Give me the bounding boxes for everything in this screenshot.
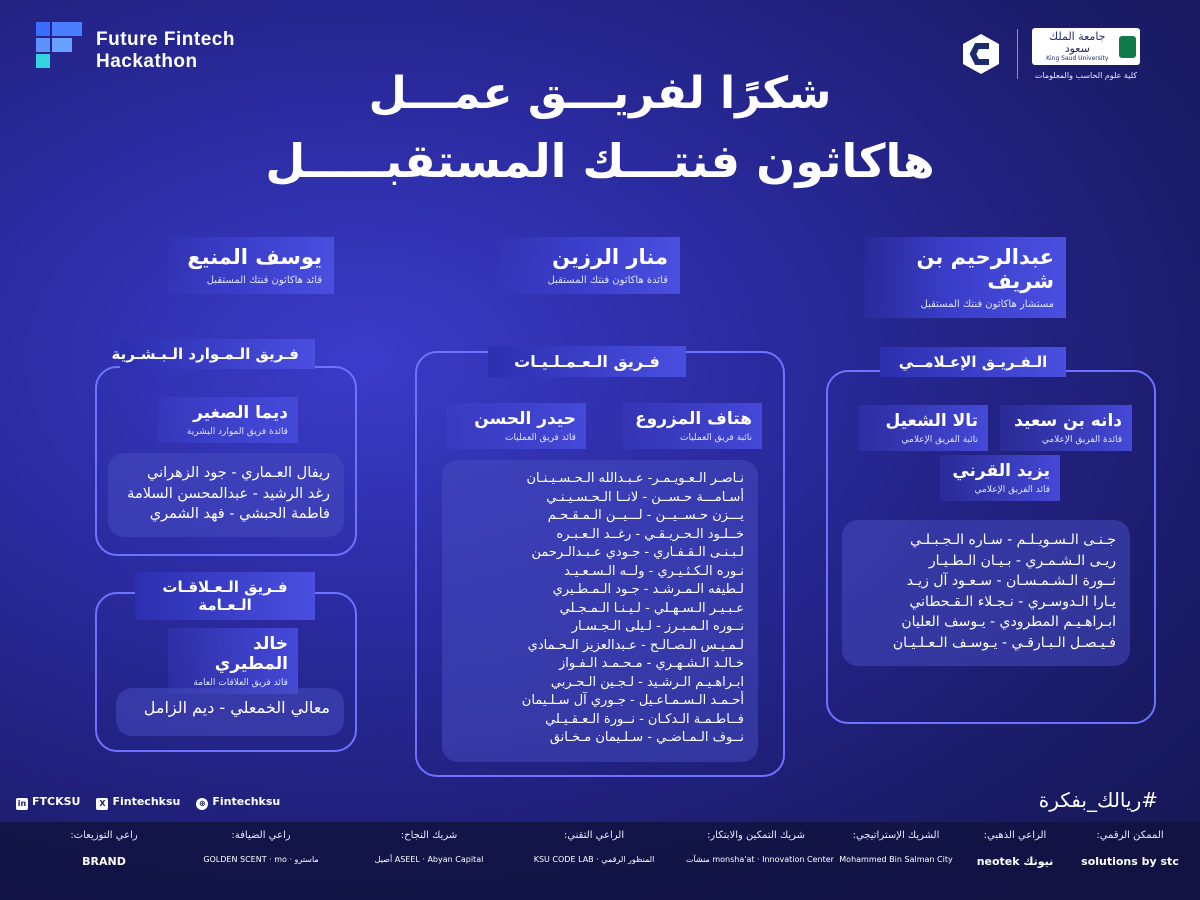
globe-icon: ⊕ [196,798,208,810]
member-name: خالد المطيري [214,634,288,674]
sponsor-label: شريك التمكين والابتكار: [706,830,806,841]
leader-role: قائدة هاكاثون فنتك المستقبل [547,275,668,286]
member-role: قائد فريق العمليات [505,433,576,443]
leader-card-3 [864,237,1066,318]
list-item: نــوف الـمـاضـي - سـلـيمان مـخـانق [549,730,744,745]
member-role: نائبة فريق العمليات [680,433,752,443]
member-name: تالا الشعيل [885,411,978,431]
college-name: كلية علوم الحاسب والمعلومات [1034,71,1138,80]
sponsor-strategic [832,830,960,864]
list-item: نــورة الـشـمـسـان - سـعـود آل زيـد [906,573,1116,589]
sponsor-logo: أصيل ASEEL · Abyan Capital [374,855,484,864]
leader-role: قائد هاكاثون فنتك المستقبل [206,275,322,286]
member-role: قائدة فريق الموارد البشرية [186,427,288,437]
sponsor-tech [505,830,683,864]
ops-team-members [442,460,758,762]
list-item: عـبـيـر الـسـهـلي - لـيـنـا الـمـجـلي [559,600,744,616]
sponsor-gold [965,830,1065,868]
sponsor-success [358,830,500,864]
leader-name: عبدالرحيم بن شريف [916,245,1054,293]
list-item: نـوره الـكـثـيـري - ولــه الـسـعـيـد [564,563,744,579]
web-handle: Fintechksu [212,795,281,808]
member-role: قائد الفريق الإعلامي [974,485,1050,495]
sponsor-label: راعي التوزيعات: [70,830,138,841]
list-item: معالي الخمعلي - ديم الزامل [143,698,330,717]
media-team-lead-1 [858,405,988,451]
list-item: خــلـود الـحـريـقـي - رغــد الـعـبـره [556,526,744,542]
linkedin-icon: in [17,799,27,808]
sponsor-logo: solutions by stc [1081,855,1179,868]
title-line2: هاكاثون فنتـــك المستقبـــــل [265,134,935,188]
list-item: فــاطـمـة الـدكـان - نــورة الـعـقـيـلي [545,711,744,727]
sponsors-bar [0,822,1200,900]
ksu-logo [1032,28,1140,65]
ksu-name-ar: جامعة الملك سعود [1049,30,1106,55]
list-item: لـطيفه الـمـرشـد - جـود الـمـطـيري [552,582,744,597]
list-item: أسـامـــة حـســن - لانــا الـحـسـيـنـي [546,489,744,505]
linkedin-link[interactable] [16,795,80,810]
leader-card-1 [168,237,334,294]
list-item: ريفال العـماري - جود الزهراني [147,465,330,481]
ops-team-lead-1 [446,403,586,449]
member-name: حيدر الحسن [474,409,576,429]
sponsor-label: الراعي الذهبي: [983,830,1047,841]
sponsor-label: الشريك الإستراتيجي: [852,830,940,841]
sponsor-label: راعي الضيافة: [231,830,291,841]
media-team-lead-3 [940,455,1060,501]
sponsor-logo: Mohammed Bin Salman City [839,855,953,864]
member-role: نائبة الفريق الإعلامي [901,435,978,445]
ksu-emblem-icon [1119,36,1136,58]
media-team-title: الـفـريـق الإعـلامــي [880,347,1066,377]
sponsor-innovation [686,830,834,864]
list-item: خـالـد الـشـهـري - مـحـمـد الـفـواز [558,656,744,671]
list-item: نـاصـر الـعـويـمـر- عـبـدالله الـحـسـيـنـان [526,471,744,486]
title-line1: شكرًا لفريـــق عمـــل [368,68,832,119]
member-name: هتاف المزروع [635,409,752,429]
hr-team-lead [158,397,298,443]
x-icon: X [96,798,108,810]
hr-team-members [108,453,344,537]
linkedin-handle: FTCKSU [32,795,81,808]
x-link[interactable] [96,795,180,810]
sponsor-logo: BRAND [82,855,126,868]
list-item: فـيـصـل الـبـارقـي - يـوسـف الـعـلـيـان [892,634,1116,651]
list-item: جـنـى الـسـويـلـم - سـاره الـجـبـلـي [909,532,1116,548]
sponsor-label: الممكن الرقمي: [1096,830,1164,841]
sponsor-logo: KSU CODE LAB · المنظور الرقمي [533,855,655,864]
leader-card-2 [500,237,680,294]
list-item: فاطمة الحبشي - فهد الشمري [149,506,330,522]
sponsor-logo: GOLDEN SCENT · mo · ماسترو [203,855,319,864]
social-links [16,795,280,810]
member-name: دانه بن سعيد [1014,411,1122,431]
ops-team-title: فـريق الـعـمـلـيـات [488,346,686,377]
list-item: ريـى الـشـمـري - بـيـان الـطـيـار [928,552,1116,569]
member-name: ديما الصغير [193,403,288,423]
list-item: يـارا الـدوسـري - نـجـلاء الـقـحطاني [909,593,1116,610]
pr-team-lead [168,628,298,694]
leader-name: يوسف المنيع [187,245,322,269]
pr-team-members [116,688,344,736]
list-item: لـمـيـس الـصـالـح - عـبدالعزيز الـحـمادي [527,637,744,653]
media-team-members [842,520,1130,666]
ksu-name-en: King Saud University [1046,55,1109,62]
x-handle: Fintechksu [112,795,181,808]
list-item: ابـراهـيـم المطرودي - يـوسف العليان [901,614,1116,630]
sponsor-logo: neotek نيوتك [976,855,1054,868]
list-item: ابـراهـيـم الـرشـيد - لـجـين الـحـربي [550,674,744,690]
ops-team-lead-2 [622,403,762,449]
web-link[interactable] [196,795,280,810]
list-item: يـــزن حـســيــن - لـــيــن الـمـقـحـم [547,508,744,523]
list-item: رغد الرشيد - عبدالمحسن السلامة [127,485,330,502]
brand-line2: Hackathon [96,51,198,72]
sponsor-hospitality [168,830,354,864]
sponsor-logo: منشآت monsha'at · Innovation Center [686,855,834,864]
pr-team-title: فـريق الـعـلاقـات الـعـامة [135,572,315,620]
member-role: قائد فريق العلاقات العامة [193,678,288,688]
leader-name: منار الرزين [552,245,668,269]
hr-team-title: فـريق الـمـوارد الـبـشـرية [120,339,315,369]
sponsor-distribution [48,830,160,868]
member-name: يزيد القرني [952,461,1050,481]
list-item: أحـمـد الـسـمـاعـيل - جـوري آل سـلـيمان [521,693,744,708]
member-role: قائدة الفريق الإعلامي [1041,435,1122,445]
list-item: نــوره الـمـبـرز - لـيلى الـجـسـار [571,619,744,634]
sponsor-label: الراعي التقني: [563,830,625,841]
leader-role: مستشار هاكاثون فنتك المستقبل [920,299,1054,310]
sponsor-digital-enabler [1070,830,1190,868]
sponsor-label: شريك النجاح: [400,830,458,841]
media-team-lead-2 [1000,405,1132,451]
hashtag: #ريالك_بفكرة [1038,788,1158,812]
brand-line1: Future Fintech [96,29,235,50]
list-item: لـبـنـى الـقـفـاري - جـودي عـبـدالـرحمن [531,545,744,560]
